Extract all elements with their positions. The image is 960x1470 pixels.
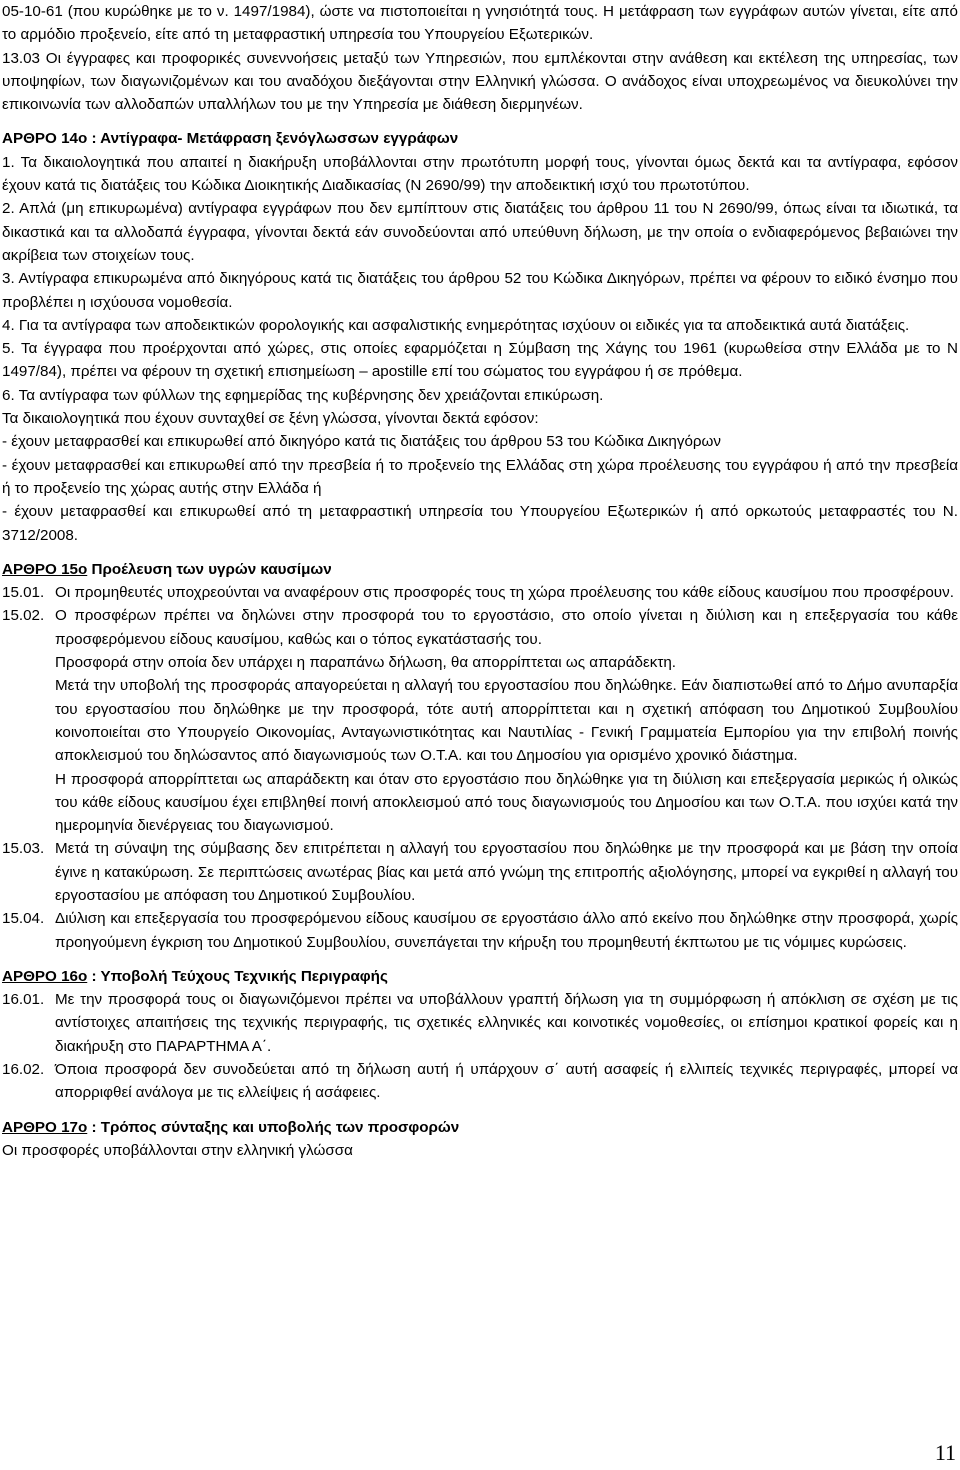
clause-paragraph: Μετά την υποβολή της προσφοράς απαγορεύεται η αλλαγή του εργοστασίου που δηλώθηκε. Εάν διαπιστωθεί από το Δήμο ανυπαρξία του εργοστασίου που δηλώθηκε με την προσφορά, τότε αυτή απορρίπτεται και η σχετική απόφαση του Δημοτικού Συμβουλίου κοινοποιείται στο Υπουργείο Οικονομίας, Ανταγωνιστικότητας και Ναυτιλίας - Γενική Γραμματεία Εμπορίου για την επιβολή ποινής αποκλεισμού του δηλώσαντος από διαγωνισμούς των Ο.Τ.Α. και του Δημοσίου για ορισμένο χρονικό διάστημα.: [55, 677, 958, 765]
clause-item: [2, 1058, 958, 1105]
article-17-number: ΑΡΘΡΟ 17ο: [2, 1118, 88, 1136]
article-14-para-5: 5. Τα έγγραφα που προέρχονται από χώρες, στις οποίες εφαρμόζεται η Σύμβαση της Χάγης του 1961 (κυρωθείσα στην Ελλάδα με το Ν 1497/84), πρέπει να φέρουν τη σχετική επισημείωση – apostille επί του σώματος του εγγράφου ή σε πρόθεμα.: [2, 340, 958, 381]
article-14-heading: [2, 127, 958, 150]
document-page: [2, 0, 958, 1162]
article-14-para-2: 2. Απλά (μη επικυρωμένα) αντίγραφα εγγράφων που δεν εμπίπτουν στις διατάξεις του άρθρου 11 του Ν 2690/99, όπως είναι τα ιδιωτικά, τα δικαστικά και τα αλλοδαπά έγγραφα, γίνονται δεκτά εάν συνοδεύονται από υπεύθυνη δήλωση, με την οποία ο ενδιαφερόμενος βεβαιώνει την ακρίβεια των στοιχείων τους.: [2, 200, 958, 264]
clause-item: [2, 988, 958, 1058]
article-15-number: ΑΡΘΡΟ 15ο: [2, 560, 88, 578]
clause-paragraph: Η προσφορά απορρίπτεται ως απαράδεκτη και όταν στο εργοστάσιο που δηλώθηκε για τη διύλιση και επεξεργασία μερικώς ή ολικώς του κάθε είδους καυσίμου έχει επιβληθεί ποινή αποκλεισμού από τους διαγωνισμούς του Δημοσίου και των Ο.Τ.Α. που ισχύει κατά την ημερομηνία διενέργειας του διαγωνισμού.: [55, 770, 958, 835]
article-15-title: Προέλευση των υγρών καυσίμων: [87, 560, 332, 578]
clause-paragraph: Ο προσφέρων πρέπει να δηλώνει στην προσφορά του το εργοστάσιο, στο οποίο γίνεται η διύλιση και η επεξεργασία του κάθε προσφερόμενου είδους καυσίμου, καθώς και ο τόπος εγκατάστασής του.: [55, 607, 958, 648]
article-14-para-1: 1. Τα δικαιολογητικά που απαιτεί η διακήρυξη υποβάλλονται στην πρωτότυπη μορφή τους, γίνονται όμως δεκτά και τα αντίγραφα, εφόσον έχουν κατά τις διατάξεις του Κώδικα Διοικητικής Διαδικασίας (Ν 2690/99) την αποδεικτική ισχύ του πρωτοτύπου.: [2, 153, 958, 195]
article-14-number: ΑΡΘΡΟ 14ο: [2, 130, 88, 148]
clause-number: 15.04.: [2, 910, 45, 928]
page-number: 11: [934, 1439, 956, 1465]
clause-13-03: 13.03 Οι έγγραφες και προφορικές συνεννοήσεις μεταξύ των Υπηρεσιών, που εμπλέκονται στην ανάθεση και εκτέλεση της υπηρεσίας, των υποψηφίων, των διαγωνιζομένων και του αναδόχου διεξάγονται στην Ελληνική γλώσσα. Ο ανάδοχος είναι υποχρεωμένος να διευκολύνει την επικοινωνία των αλλοδαπών υπαλλήλων του με την Υπηρεσία με διάθεση διερμηνέων.: [2, 49, 958, 114]
article-17-para-1: Οι προσφορές υποβάλλονται στην ελληνική γλώσσα: [2, 1141, 353, 1159]
clause-paragraph: Μετά τη σύναψη της σύμβασης δεν επιτρέπεται η αλλαγή του εργοστασίου που δηλώθηκε με την προσφορά και με βάση την οποία έγινε η κατακύρωση. Σε περιπτώσεις ανωτέρας βίας και μετά από γνώμη της επιτροπής αξιολόγησης, μπορεί να εγκριθεί η αλλαγή του εργοστασίου με απόφαση του Δημοτικού Συμβουλίου.: [55, 840, 958, 904]
clause-body: [55, 581, 958, 604]
clause-paragraph: Όποια προσφορά δεν συνοδεύεται από τη δήλωση αυτή ή υπάρχουν σ΄ αυτή ασαφείς ή ελλιπείς τεχνικές περιγραφές, μπορεί να απορριφθεί ανάλογα με τις ελλείψεις ή ασάφειες.: [55, 1061, 958, 1102]
article-14-title: : Αντίγραφα- Μετάφραση ξενόγλωσσων εγγράφων: [87, 130, 459, 148]
article-16-number: ΑΡΘΡΟ 16ο: [2, 967, 88, 985]
article-14-para-4: 4. Για τα αντίγραφα των αποδεικτικών φορολογικής και ασφαλιστικής ενημερότητας ισχύουν οι ειδικές για τα αποδεικτικά αυτά διατάξεις.: [2, 316, 910, 334]
article-14-para-7: Τα δικαιολογητικά που έχουν συνταχθεί σε ξένη γλώσσα, γίνονται δεκτά εφόσον:: [2, 410, 539, 428]
clause-number: 16.01.: [2, 991, 45, 1009]
article-16-heading: [2, 965, 958, 988]
clause-body: [55, 907, 958, 954]
article-14-para-9: - έχουν μεταφρασθεί και επικυρωθεί από την πρεσβεία ή το προξενείο της Ελλάδας στη χώρα προέλευσης του εγγράφου ή από την πρεσβεία ή το προξενείο της χώρας αυτής στην Ελλάδα ή: [2, 456, 958, 497]
clause-paragraph: Προσφορά στην οποία δεν υπάρχει η παραπάνω δήλωση, θα απορρίπτεται ως απαράδεκτη.: [55, 654, 677, 672]
clause-body: [55, 1058, 958, 1105]
article-14-para-6: 6. Τα αντίγραφα των φύλλων της εφημερίδας της κυβέρνησης δεν χρειάζονται επικύρωση.: [2, 386, 604, 404]
article-15-items: [2, 581, 958, 954]
clause-number: 15.02.: [2, 607, 45, 625]
article-15-heading: [2, 558, 958, 581]
article-16-title: : Υποβολή Τεύχους Τεχνικής Περιγραφής: [87, 967, 388, 985]
clause-body: [55, 837, 958, 907]
intro-paragraph: 05-10-61 (που κυρώθηκε με το ν. 1497/1984), ώστε να πιστοποιείται η γνησιότητά τους. Η μετάφραση των εγγράφων αυτών γίνεται, είτε από το αρμόδιο προξενείο, είτε από τη μεταφραστική υπηρεσία του Υπουργείου Εξωτερικών.: [2, 3, 958, 44]
clause-item: [2, 604, 958, 837]
clause-number: 15.03.: [2, 840, 45, 858]
clause-item: [2, 581, 958, 604]
article-17-heading: [2, 1116, 958, 1139]
clause-item: [2, 907, 958, 954]
clause-paragraph: Οι προμηθευτές υποχρεούνται να αναφέρουν στις προσφορές τους τη χώρα προέλευσης του κάθε είδους καυσίμου που προσφέρουν.: [55, 584, 954, 602]
article-14-para-10: - έχουν μεταφρασθεί και επικυρωθεί από τη μεταφραστική υπηρεσία του Υπουργείου Εξωτερικών ή από ορκωτούς μεταφραστές του Ν. 3712/2008.: [2, 503, 958, 544]
article-16-items: [2, 988, 958, 1104]
clause-body: [55, 604, 958, 837]
clause-paragraph: Με την προσφορά τους οι διαγωνιζόμενοι πρέπει να υποβάλλουν γραπτή δήλωση για τη συμμόρφωση ή απόκλιση σε σχέση με τις αντίστοιχες απαιτήσεις της τεχνικής περιγραφής, τις σχετικές ελληνικές και κοινοτικές νομοθεσίες, οι επίσημοι κρατικοί φορείς και η διακήρυξη στο ΠΑΡΑΡΤΗΜΑ Α΄.: [55, 991, 958, 1055]
clause-item: [2, 837, 958, 907]
article-14-para-3: 3. Αντίγραφα επικυρωμένα από δικηγόρους κατά τις διατάξεις του άρθρου 52 του Κώδικα Δικηγόρων, πρέπει να φέρουν το ειδικό ένσημο που προβλέπει η ισχύουσα νομοθεσία.: [2, 270, 958, 311]
clause-number: 15.01.: [2, 584, 45, 602]
article-14-para-8: - έχουν μεταφρασθεί και επικυρωθεί από δικηγόρο κατά τις διατάξεις του άρθρου 53 του Κώδικα Δικηγόρων: [2, 433, 722, 451]
clause-body: [55, 988, 958, 1058]
clause-paragraph: Διύλιση και επεξεργασία του προσφερόμενου είδους καυσίμου σε εργοστάσιο άλλο από εκείνο που δηλώθηκε στην προσφορά, χωρίς προηγούμενη έγκριση του Δημοτικού Συμβουλίου, συνεπάγεται την κήρυξη του προμηθευτή έκπτωτου με τις νόμιμες κυρώσεις.: [55, 910, 958, 951]
article-17-title: : Τρόπος σύνταξης και υποβολής των προσφορών: [87, 1118, 460, 1136]
clause-number: 16.02.: [2, 1061, 45, 1079]
